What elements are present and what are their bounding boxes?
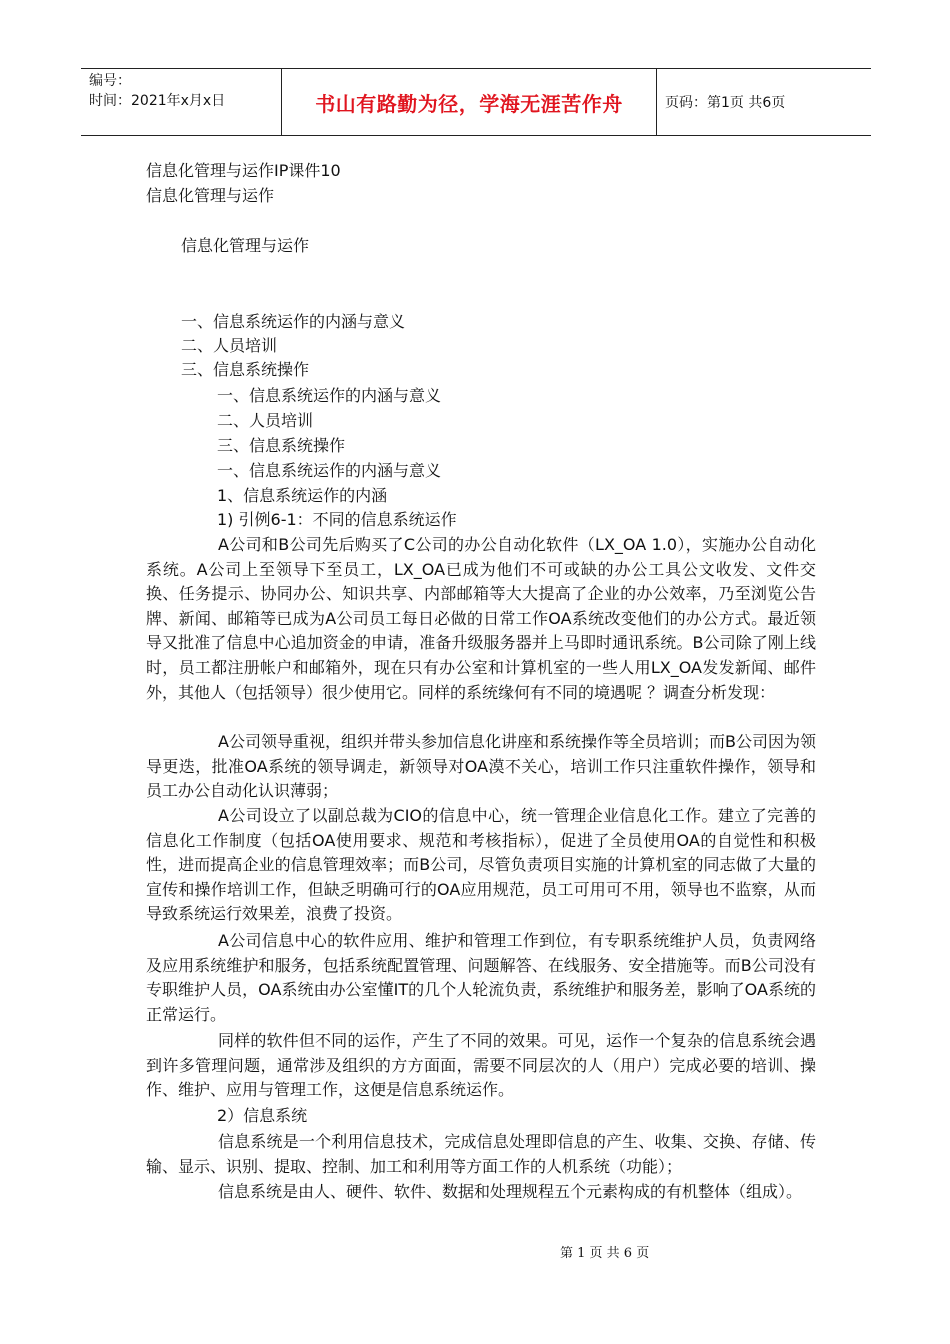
body-paragraph: 同样的软件但不同的运作，产生了不同的效果。可见，运作一个复杂的信息系统会遇到许多管理问题，通常涉及组织的方方面面，需要不同层次的人（用户）完成必要的培训、操作、维护、应用与管理工作，这便是信息系统运作。 bbox=[146, 1031, 816, 1100]
page-footer: 第 1 页 共 6 页 bbox=[560, 1246, 650, 1261]
header-motto: 书山有路勤为径，学海无涯苦作舟 bbox=[282, 69, 657, 135]
time-label: 时间：2021年x月x日 bbox=[89, 93, 226, 109]
number-label: 编号： bbox=[89, 73, 131, 89]
body-paragraph: A公司信息中心的软件应用、维护和管理工作到位，有专职系统维护人员，负责网络及应用系统维护和服务，包括系统配置管理、问题解答、在线服务、安全措施等。而B公司没有专职维护人员，OA系统由办公室懂IT的几个人轮流负责，系统维护和服务差，影响了OA系统的正常运行。 bbox=[146, 931, 816, 1024]
outline-item: 一、信息系统运作的内涵与意义 bbox=[217, 461, 442, 480]
outline-item: 一、信息系统运作的内涵与意义 bbox=[217, 386, 442, 405]
document-header bbox=[81, 68, 871, 136]
doc-subtitle: 信息化管理与运作 bbox=[146, 186, 275, 205]
outline-item: 一、信息系统运作的内涵与意义 bbox=[181, 312, 406, 331]
body-paragraph: 信息系统是由人、硬件、软件、数据和处理规程五个元素构成的有机整体（组成）。 bbox=[218, 1182, 803, 1201]
body-paragraph: A公司和B公司先后购买了C公司的办公自动化软件（LX_OA 1.0），实施办公自动化系统。A公司上至领导下至员工，LX_OA已成为他们不可或缺的办公工具公文收发、文件交换、任务提示、协同办公、知识共享、内部邮箱等大大提高了企业的办公效率，乃至浏览公告牌、新闻、邮箱等已成为A公司员工每日必做的日常工作OA系统改变他们的办公方式。最近领导又批准了信息中心追加资金的申请，准备升级服务器并上马即时通讯系统。B公司除了刚上线时，员工都注册帐户和邮箱外，现在只有办公室和计算机室的一些人用LX_OA发发新闻、邮件外，其他人（包括领导）很少使用它。同样的系统缘何有不同的境遇呢 ？调查分析发现： bbox=[146, 535, 816, 702]
body-paragraph: A公司领导重视，组织并带头参加信息化讲座和系统操作等全员培训；而B公司因为领导更迭，批准OA系统的领导调走，新领导对OA漠不关心，培训工作只注重软件操作，领导和员工办公自动化认识薄弱； bbox=[146, 732, 816, 801]
section-heading: 2）信息系统 bbox=[217, 1106, 308, 1125]
outline-item: 二、人员培训 bbox=[181, 336, 278, 355]
outline-item: 三、信息系统操作 bbox=[217, 436, 346, 455]
outline-item: 三、信息系统操作 bbox=[181, 360, 310, 379]
doc-heading: 信息化管理与运作 bbox=[181, 236, 310, 255]
outline-item: 二、人员培训 bbox=[217, 411, 314, 430]
body-paragraph: A公司设立了以副总裁为CIO的信息中心，统一管理企业信息化工作。建立了完善的信息化工作制度（包括OA使用要求、规范和考核指标），促进了全员使用OA的自觉性和积极性，进而提高企业的信息管理效率；而B公司，尽管负责项目实施的计算机室的同志做了大量的宣传和操作培训工作，但缺乏明确可行的OA应用规范，员工可用可不用，领导也不监察，从而导致系统运行效果差，浪费了投资。 bbox=[146, 806, 816, 924]
header-info-cell bbox=[81, 69, 282, 135]
subsection-heading: 1) 引例6-1：不同的信息系统运作 bbox=[217, 510, 457, 529]
doc-title: 信息化管理与运作IP课件10 bbox=[146, 161, 341, 180]
section-heading: 1、信息系统运作的内涵 bbox=[217, 486, 388, 505]
body-paragraph: 信息系统是一个利用信息技术，完成信息处理即信息的产生、收集、交换、存储、传输、显示、识别、提取、控制、加工和利用等方面工作的人机系统（功能）； bbox=[146, 1132, 816, 1176]
header-page-code: 页码：第1页 共6页 bbox=[665, 95, 786, 111]
